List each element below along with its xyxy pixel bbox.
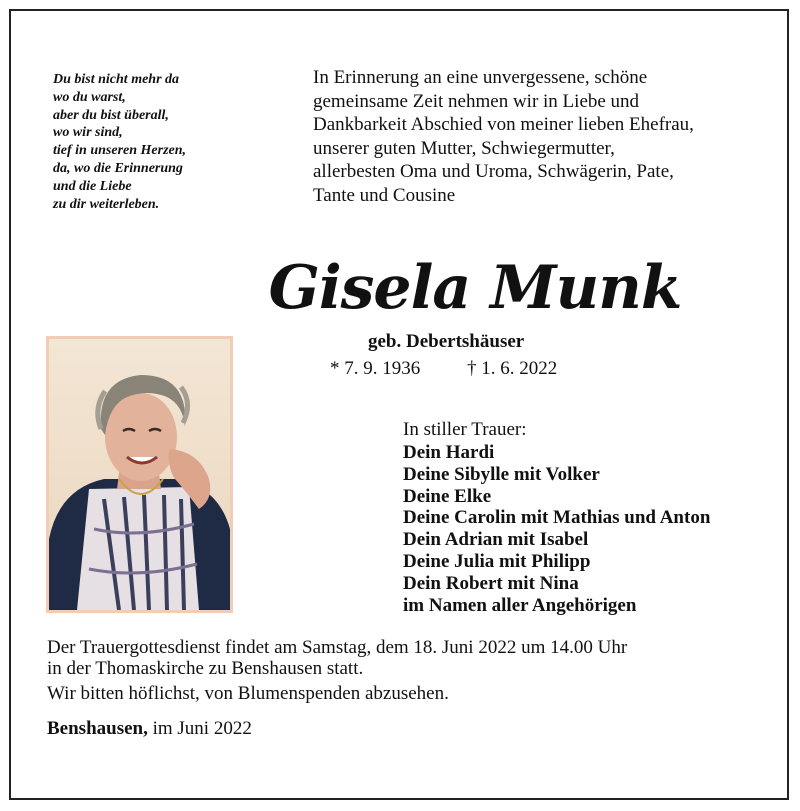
deceased-name: Gisela Munk xyxy=(268,253,682,323)
maiden-name: geb. Debertshäuser xyxy=(368,331,525,352)
poem-line: zu dir weiterleben. xyxy=(53,196,160,212)
mourner-name: im Namen aller Angehörigen xyxy=(403,594,637,616)
intro-line: gemeinsame Zeit nehmen wir in Liebe und xyxy=(313,90,640,112)
portrait-photo xyxy=(46,336,233,613)
intro-line: unserer guten Mutter, Schwiegermutter, xyxy=(313,137,615,159)
place-town: Benshausen, xyxy=(47,718,148,739)
service-line: Der Trauergottesdienst findet am Samstag, dem 18. Juni 2022 um 14.00 Uhr xyxy=(47,637,628,658)
intro-line: Tante und Cousine xyxy=(313,184,456,206)
poem-line: aber du bist überall, xyxy=(53,107,169,123)
mourner-name: Dein Hardi xyxy=(403,442,495,463)
poem-line: Du bist nicht mehr da xyxy=(53,72,180,87)
portrait-illustration xyxy=(49,339,230,610)
life-dates xyxy=(330,358,557,380)
mourner-name: Dein Adrian mit Isabel xyxy=(403,529,589,551)
poem xyxy=(53,71,273,213)
poem-line: tief in unseren Herzen, xyxy=(53,143,187,159)
intro-line: Dankbarkeit Abschied von meiner lieben Ehefrau, xyxy=(313,114,694,136)
intro-line: In Erinnerung an eine unvergessene, schöne xyxy=(313,67,648,88)
poem-line: wo wir sind, xyxy=(53,125,123,141)
mourner-name: Deine Sibylle mit Volker xyxy=(403,463,600,485)
flowers-note: Wir bitten höflichst, von Blumenspenden abzusehen. xyxy=(47,683,449,704)
service-line: in der Thomaskirche zu Benshausen statt. xyxy=(47,657,364,679)
mourner-name: Deine Julia mit Philipp xyxy=(403,550,591,572)
intro-text xyxy=(313,66,783,208)
poem-line: wo du warst, xyxy=(53,89,126,105)
death-date: † 1. 6. 2022 xyxy=(467,358,558,379)
place-date-text: im Juni 2022 xyxy=(152,718,252,739)
service-info xyxy=(47,638,767,705)
mourner-name: Deine Elke xyxy=(403,485,492,507)
birth-date: * 7. 9. 1936 xyxy=(330,358,421,379)
intro-line: allerbesten Oma und Uroma, Schwägerin, Pate, xyxy=(313,161,674,183)
mourner-name: Deine Carolin mit Mathias und Anton xyxy=(403,507,711,529)
mourners-block xyxy=(403,418,783,616)
place-date xyxy=(47,718,252,740)
poem-line: und die Liebe xyxy=(53,178,132,194)
poem-line: da, wo die Erinnerung xyxy=(53,160,183,176)
mourners-lead: In stiller Trauer: xyxy=(403,419,527,440)
mourner-name: Dein Robert mit Nina xyxy=(403,572,579,594)
